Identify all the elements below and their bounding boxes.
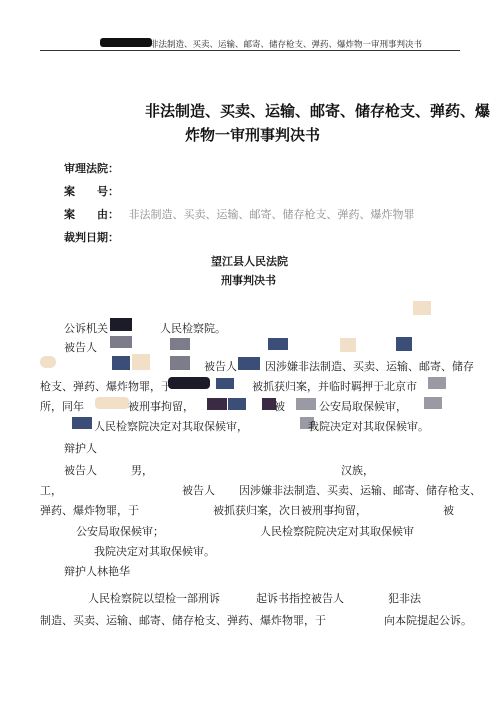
header-redaction [100,38,152,47]
meta-date [64,229,119,245]
meta-cause-value: 非法制造、买卖、运输、邮寄、储存枪支、弹药、爆炸物罪 [128,208,415,221]
body-line: 枪支、弹药、爆炸物罪，于 被抓获归案，并临时羁押于北京市 [40,380,417,393]
body-line: 弹药、爆炸物罪，于 被抓获归案，次日被刑事拘留， 被 [40,504,454,517]
body-line: 被告人 男， 汉族， [64,464,374,477]
redaction-block [424,397,442,409]
meta-date-label: 裁判日期： [64,231,119,244]
redaction-block [110,336,132,348]
body-line: 工， 被告人 因涉嫌非法制造、买卖、运输、邮寄、储存枪支、 [40,484,481,497]
body-line: 辩护人 [64,442,97,455]
redaction-block [428,377,446,389]
redaction-block [268,338,288,350]
meta-cause-label: 案 由： [64,208,119,221]
meta-cause [64,206,415,222]
body-line: 公诉机关 人民检察院。 [64,322,226,335]
redaction-block [170,356,190,370]
body-line: 被告人 [64,341,97,354]
document-title-line-1: 非法制造、买卖、运输、邮寄、储存枪支、弹药、爆 [145,102,491,120]
body-line: 公安局取保候审； 人民检察院院决定对其取保候审 [76,525,414,538]
body-line: 人民检察院以望检一部刑诉 起诉书指控被告人 犯非法 [88,592,421,605]
meta-case-no [64,183,119,199]
meta-court-label: 审理法院： [64,162,119,175]
body-line: 辩护人林艳华 [64,565,130,578]
redaction-block [112,356,130,370]
document-type: 刑事判决书 [221,274,276,287]
body-line: 我院决定对其取保候审。 [94,545,215,558]
court-name: 望江县人民法院 [211,255,288,268]
body-line: 被告人 因涉嫌非法制造、买卖、运输、邮寄、储存 [204,360,474,373]
meta-case-no-label: 案 号： [64,185,119,198]
redaction-block [340,338,356,352]
body-line: 制造、买卖、运输、邮寄、储存枪支、弹药、爆炸物罪，于 向本院提起公诉。 [40,614,472,627]
running-header: 非法制造、买卖、运输、邮寄、储存枪支、弹药、爆炸物一审刑事判决书 [150,40,423,50]
redaction-block [132,354,150,370]
meta-court [64,160,119,176]
redaction-block [396,337,412,351]
redaction-block [40,356,56,368]
body-line: 人民检察院决定对其取保候审， 我院决定对其取保候审。 [94,420,429,433]
body-line: 所，同年 被刑事拘留， 被 公安局取保候审， [40,400,407,413]
redaction-block [413,301,431,315]
header-rule [40,50,460,51]
document-title-line-2: 炸物一审刑事判决书 [185,126,321,144]
redaction-block [170,338,190,350]
redaction-block [72,417,92,429]
